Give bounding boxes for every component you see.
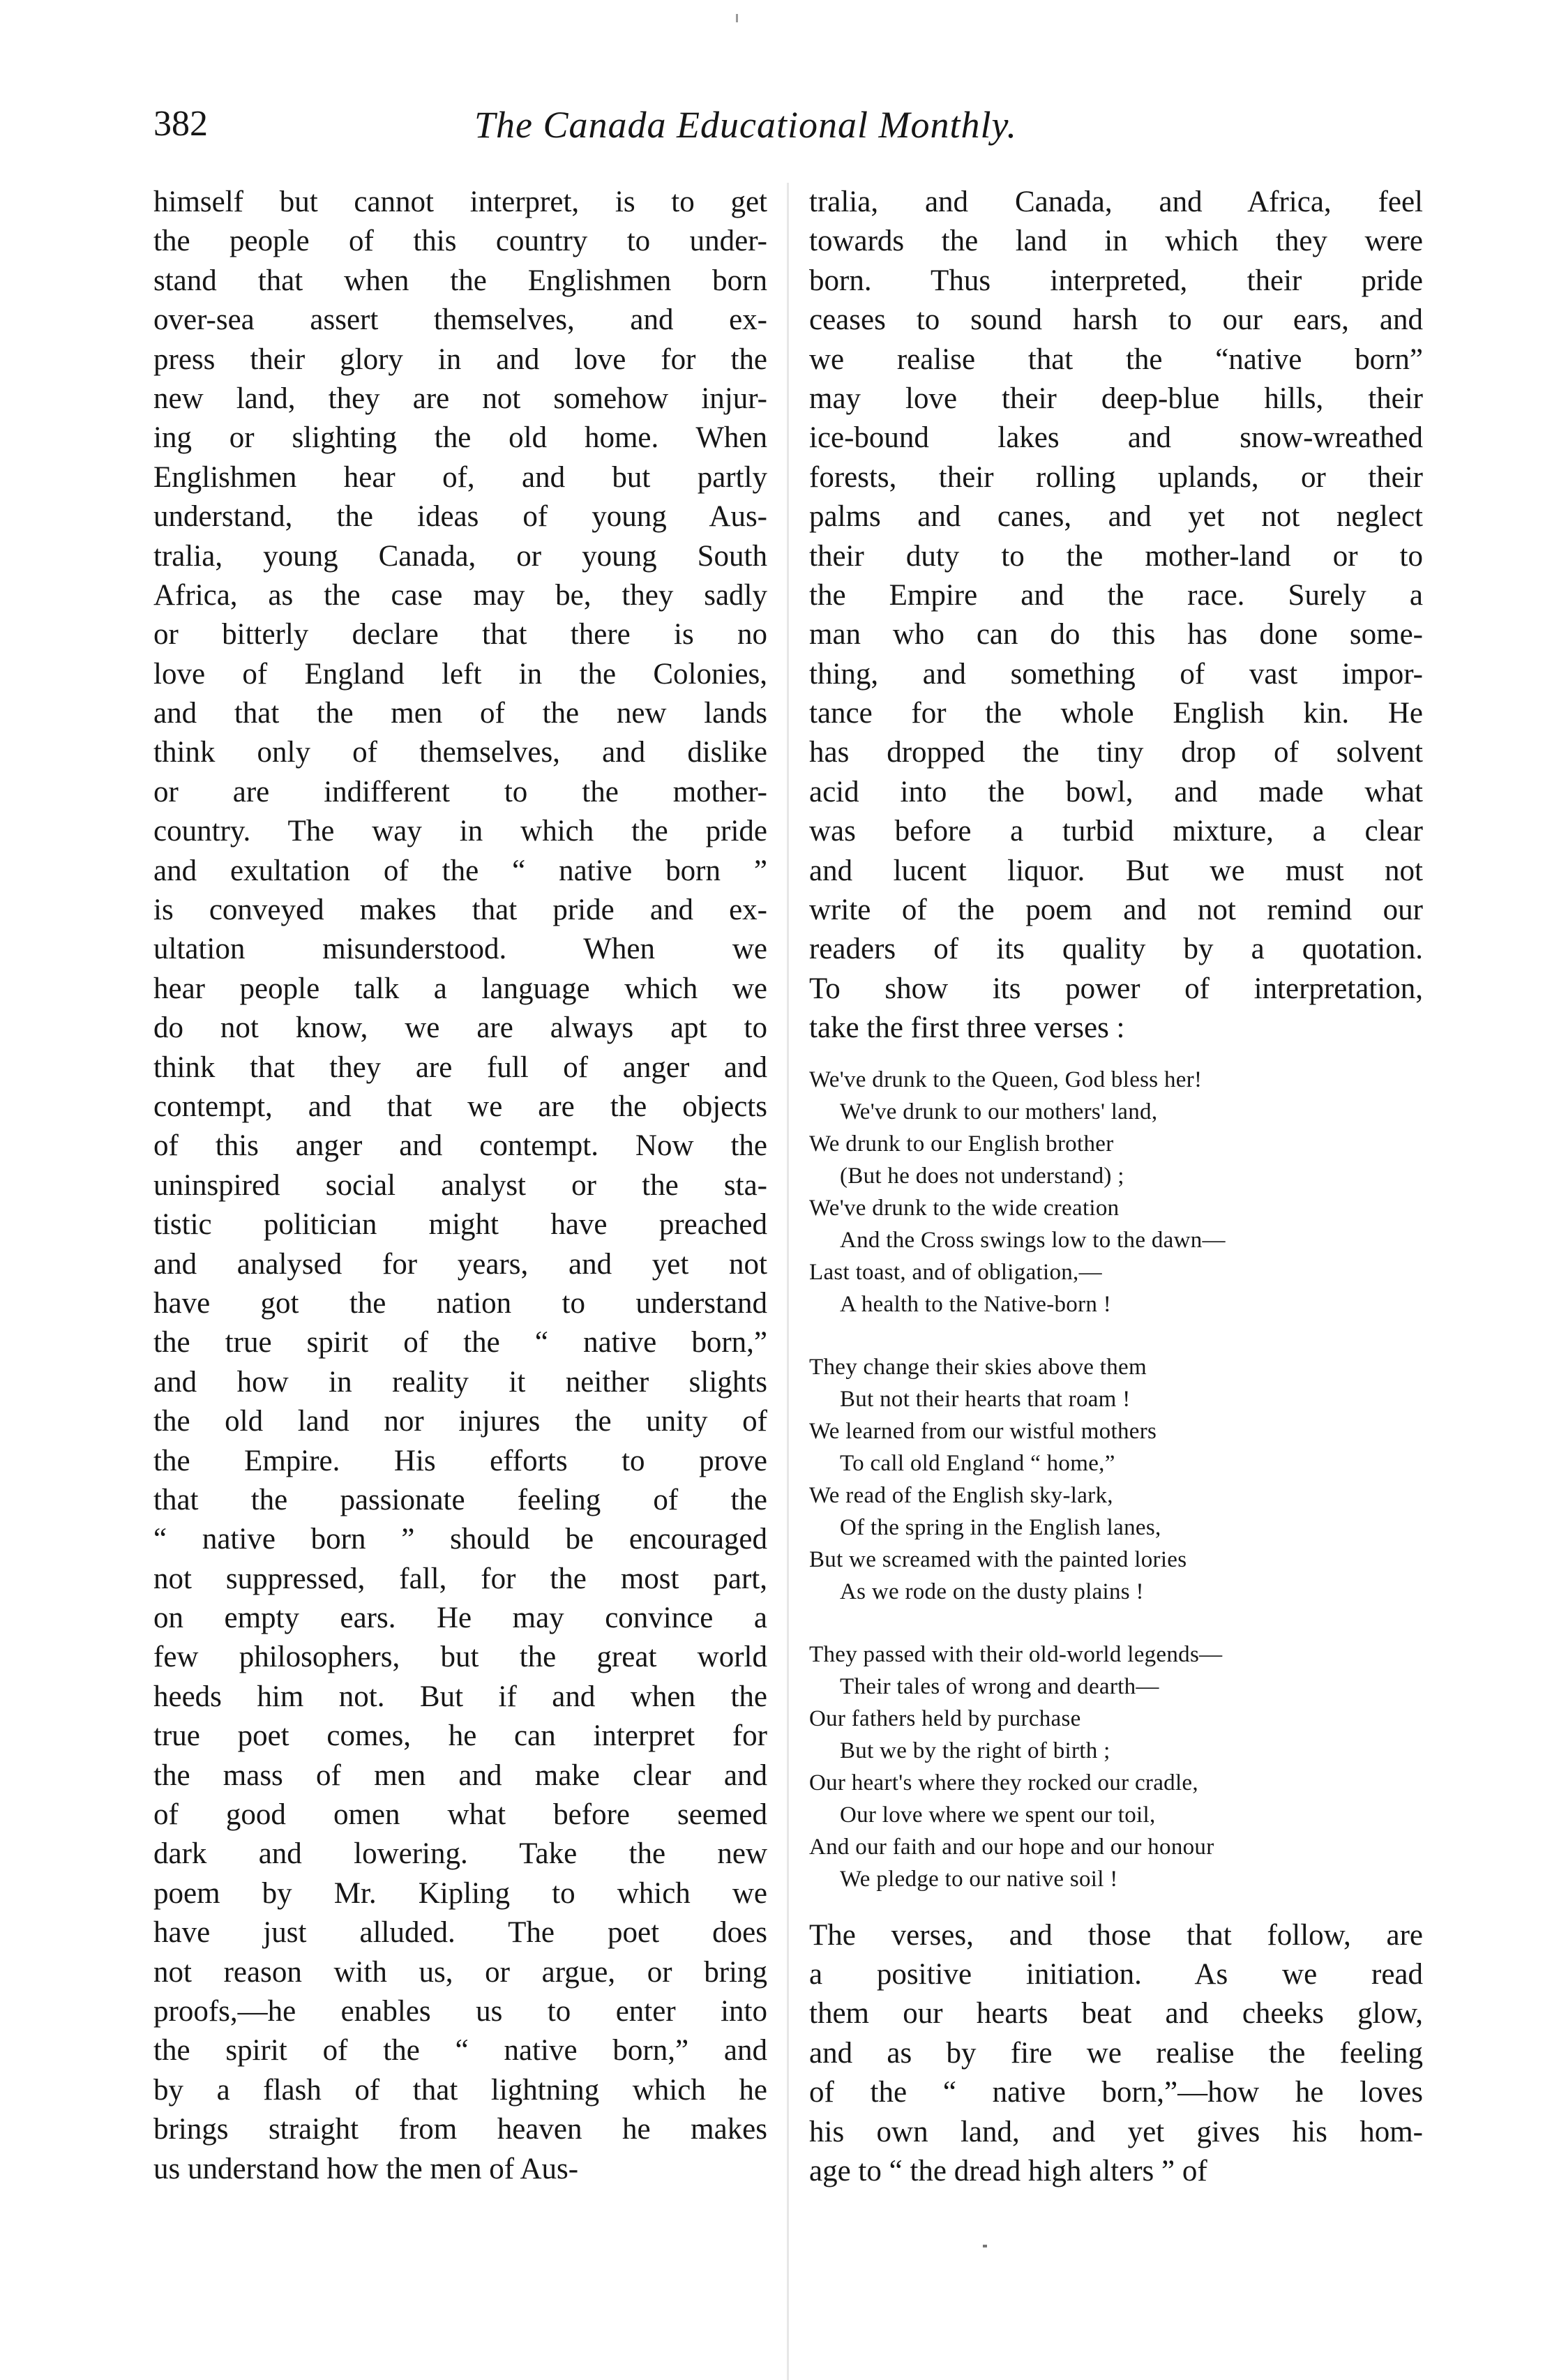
- text-line: new land, they are not somehow injur-: [153, 382, 767, 415]
- text-line: understand, the ideas of young Aus-: [153, 500, 767, 534]
- text-line: Africa, as the case may be, they sadly: [153, 578, 767, 612]
- text-line: few philosophers, but the great world: [153, 1641, 767, 1674]
- text-line: the mass of men and make clear and: [153, 1758, 767, 1792]
- text-line: his own land, and yet gives his hom-: [809, 2115, 1423, 2148]
- verse-line: They passed with their old-world legends—: [809, 1641, 1223, 1667]
- text-line: of the “ native born,”—how he loves: [809, 2076, 1423, 2109]
- page-header: [153, 103, 1430, 159]
- text-line: man who can do this has done some-: [809, 618, 1423, 652]
- text-line: over-sea assert themselves, and ex-: [153, 303, 767, 337]
- text-line: country. The way in which the pride: [153, 815, 767, 848]
- column-divider: [787, 183, 789, 2380]
- text-line: press their glory in and love for the: [153, 342, 767, 376]
- verse-line: We've drunk to our mothers' land,: [840, 1099, 1158, 1124]
- text-line: and that the men of the new lands: [153, 697, 767, 730]
- running-title: The Canada Educational Monthly.: [474, 104, 1017, 146]
- text-line: tistic politician might have preached: [153, 1208, 767, 1242]
- text-line: the Empire. His efforts to prove: [153, 1444, 767, 1477]
- text-line: tance for the whole English kin. He: [809, 697, 1423, 730]
- text-line: by a flash of that lightning which he: [153, 2073, 767, 2107]
- text-line: the true spirit of the “ native born,”: [153, 1326, 767, 1360]
- verse-line: But not their hearts that roam !: [840, 1386, 1131, 1412]
- verse-line: Our fathers held by purchase: [809, 1705, 1081, 1731]
- verse-line: To call old England “ home,”: [840, 1450, 1115, 1476]
- verse-line: We drunk to our English brother: [809, 1131, 1114, 1157]
- text-line: acid into the bowl, and made what: [809, 775, 1423, 808]
- scan-mark-bottom: [983, 2245, 987, 2247]
- stanza-gap: [809, 1608, 1423, 1639]
- verse-line: Our heart's where they rocked our cradle,: [809, 1770, 1198, 1795]
- text-line: is conveyed makes that pride and ex-: [153, 894, 767, 927]
- text-line: the Empire and the race. Surely a: [809, 578, 1423, 612]
- scan-mark-top: [736, 14, 738, 22]
- verse-line: A health to the Native-born !: [840, 1291, 1112, 1317]
- verse-line: We've drunk to the wide creation: [809, 1195, 1120, 1221]
- poem-quotation: [809, 1064, 1423, 1895]
- text-line: ing or slighting the old home. When: [153, 421, 767, 455]
- stanza: [809, 1639, 1423, 1895]
- text-line: a positive initiation. As we read: [809, 1957, 1423, 1991]
- text-line: the people of this country to under-: [153, 225, 767, 258]
- text-line: thing, and something of vast impor-: [809, 657, 1423, 691]
- text-line: and how in reality it neither slights: [153, 1365, 767, 1399]
- text-line: their duty to the mother-land or to: [809, 539, 1423, 573]
- verse-line: And the Cross swings low to the dawn—: [840, 1227, 1226, 1253]
- text-line: poem by Mr. Kipling to which we: [153, 1876, 767, 1910]
- text-line: and analysed for years, and yet not: [153, 1247, 767, 1281]
- right-column-prose-bottom: [809, 1916, 1423, 2192]
- text-line: us understand how the men of Aus-: [153, 2152, 579, 2185]
- verse-line: As we rode on the dusty plains !: [840, 1579, 1144, 1604]
- text-line: love of England left in the Colonies,: [153, 657, 767, 691]
- text-line: and exultation of the “ native born ”: [153, 854, 767, 887]
- text-line: do not know, we are always apt to: [153, 1011, 767, 1045]
- text-line: the spirit of the “ native born,” and: [153, 2034, 767, 2068]
- text-line: heeds him not. But if and when the: [153, 1680, 767, 1713]
- text-line: towards the land in which they were: [809, 225, 1423, 258]
- text-line: we realise that the “native born”: [809, 342, 1423, 376]
- text-line: ice-bound lakes and snow-wreathed: [809, 421, 1423, 455]
- stanza: [809, 1064, 1423, 1320]
- verse-line: But we by the right of birth ;: [840, 1738, 1110, 1763]
- text-line: The verses, and those that follow, are: [809, 1918, 1423, 1952]
- verse-line: But we screamed with the painted lories: [809, 1546, 1187, 1572]
- text-line: on empty ears. He may convince a: [153, 1602, 767, 1635]
- verse-line: They change their skies above them: [809, 1354, 1147, 1380]
- text-line: hear people talk a language which we: [153, 972, 767, 1005]
- text-line: may love their deep-blue hills, their: [809, 382, 1423, 415]
- text-line: has dropped the tiny drop of solvent: [809, 736, 1423, 769]
- right-column: [809, 183, 1423, 2191]
- verse-line: Their tales of wrong and dearth—: [840, 1673, 1159, 1699]
- text-line: not suppressed, fall, for the most part,: [153, 1562, 767, 1595]
- text-line: of this anger and contempt. Now the: [153, 1129, 767, 1163]
- text-line: proofs,—he enables us to enter into: [153, 1994, 767, 2028]
- text-line: have got the nation to understand: [153, 1286, 767, 1320]
- text-line: readers of its quality by a quotation.: [809, 933, 1423, 966]
- verse-line: And our faith and our hope and our honour: [809, 1834, 1214, 1860]
- text-line: have just alluded. The poet does: [153, 1916, 767, 1950]
- verse-line: Last toast, and of obligation,—: [809, 1259, 1102, 1285]
- text-line: palms and canes, and yet not neglect: [809, 500, 1423, 534]
- text-line: that the passionate feeling of the: [153, 1483, 767, 1516]
- text-line: true poet comes, he can interpret for: [153, 1719, 767, 1753]
- text-line: brings straight from heaven he makes: [153, 2113, 767, 2146]
- text-line: think only of themselves, and dislike: [153, 736, 767, 769]
- text-line: or are indifferent to the mother-: [153, 775, 767, 808]
- stanza-gap: [809, 1320, 1423, 1351]
- text-line: uninspired social analyst or the sta-: [153, 1168, 767, 1202]
- text-line: think that they are full of anger and: [153, 1050, 767, 1084]
- text-line: “ native born ” should be encouraged: [153, 1523, 767, 1556]
- text-line: tralia, young Canada, or young South: [153, 539, 767, 573]
- left-column: [153, 183, 767, 2189]
- verse-line: We've drunk to the Queen, God bless her!: [809, 1067, 1203, 1092]
- text-line: age to “ the dread high alters ” of: [809, 2154, 1207, 2187]
- text-line: of good omen what before seemed: [153, 1798, 767, 1832]
- text-line: contempt, and that we are the objects: [153, 1090, 767, 1123]
- text-line: and lucent liquor. But we must not: [809, 854, 1423, 887]
- text-line: dark and lowering. Take the new: [153, 1837, 767, 1871]
- stanza: [809, 1351, 1423, 1608]
- verse-line: Of the spring in the English lanes,: [840, 1514, 1161, 1540]
- text-line: take the first three verses :: [809, 1011, 1125, 1045]
- page-number: 382: [153, 104, 208, 144]
- text-line: stand that when the Englishmen born: [153, 264, 767, 297]
- text-line: born. Thus interpreted, their pride: [809, 264, 1423, 297]
- right-column-prose-top: [809, 183, 1423, 1048]
- verse-line: We read of the English sky-lark,: [809, 1482, 1113, 1508]
- text-line: the old land nor injures the unity of: [153, 1405, 767, 1438]
- text-line: To show its power of interpretation,: [809, 972, 1423, 1005]
- text-line: forests, their rolling uplands, or their: [809, 460, 1423, 494]
- text-line: was before a turbid mixture, a clear: [809, 815, 1423, 848]
- verse-line: Our love where we spent our toil,: [840, 1802, 1156, 1828]
- verse-line: (But he does not understand) ;: [840, 1163, 1124, 1189]
- text-line: them our hearts beat and cheeks glow,: [809, 1997, 1423, 2031]
- verse-line: We learned from our wistful mothers: [809, 1418, 1157, 1444]
- text-line: ultation misunderstood. When we: [153, 933, 767, 966]
- text-line: and as by fire we realise the feeling: [809, 2036, 1423, 2070]
- text-line: tralia, and Canada, and Africa, feel: [809, 186, 1423, 218]
- text-line: himself but cannot interpret, is to get: [153, 186, 767, 218]
- text-line: ceases to sound harsh to our ears, and: [809, 303, 1423, 337]
- text-line: or bitterly declare that there is no: [153, 618, 767, 652]
- text-line: not reason with us, or argue, or bring: [153, 1955, 767, 1989]
- text-line: Englishmen hear of, and but partly: [153, 460, 767, 494]
- verse-line: We pledge to our native soil !: [840, 1866, 1118, 1892]
- text-line: write of the poem and not remind our: [809, 894, 1423, 927]
